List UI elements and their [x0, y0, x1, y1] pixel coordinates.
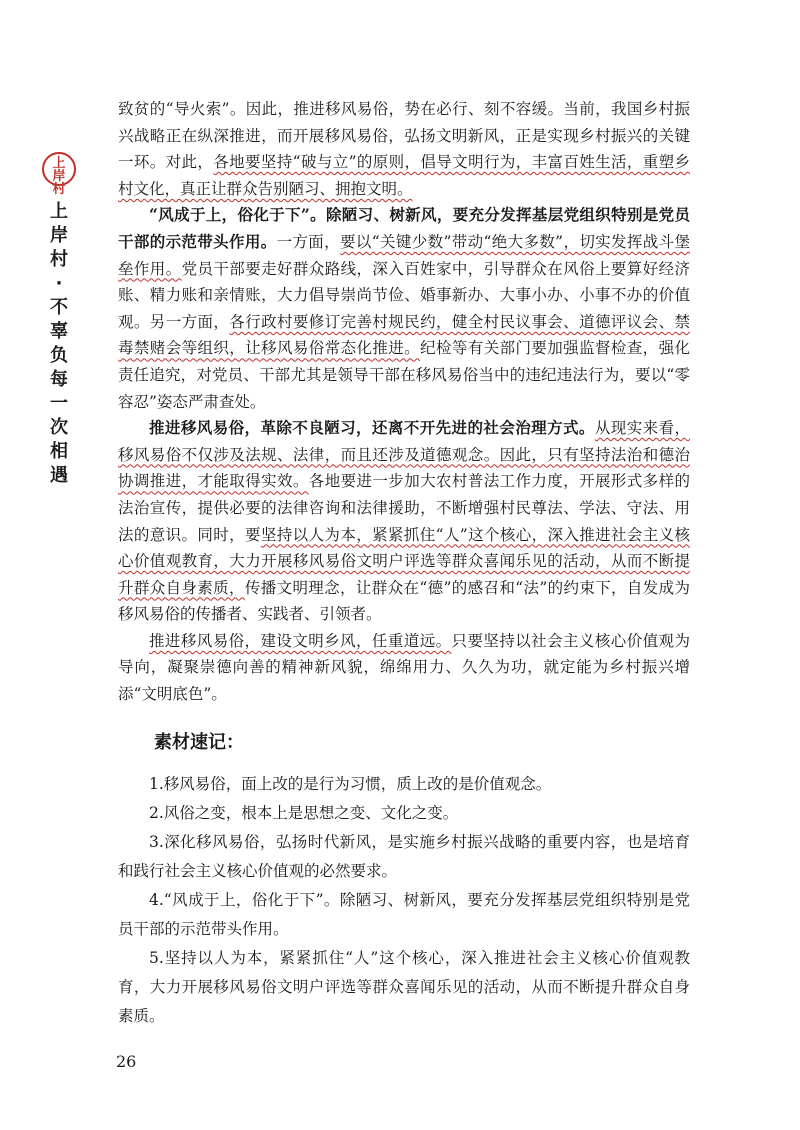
note-item: 4.“风成于上，俗化于下”。除陋习、树新风，要充分发挥基层党组织特别是党员干部的示范带头作用。 — [118, 891, 690, 939]
sidebar — [40, 152, 80, 488]
page-number: 26 — [116, 1052, 137, 1071]
paragraph-segment: 推进移风易俗，建设文明乡风，任重道远。 — [149, 631, 452, 650]
article-body — [118, 96, 690, 1031]
paragraph-segment: 要以“关键少数”带动“绝大多数”，切实发挥战斗堡垒作用。 — [118, 232, 690, 278]
paragraph-segment: 各地要坚持“破与立”的原则，倡导文明行为，丰富百姓生活，重塑乡村文化，真正让群众告别陋习、拥抱文明。 — [118, 153, 690, 198]
paragraph-segment: 纪检等有关部门要加强监督检查，强化责任追究，对党员、干部尤其是领导干部在移风易俗当中的违纪违法行为，要以“零容忍”姿态严肃查处。 — [118, 339, 690, 411]
paragraph-segment: 传播文明理念，让群众在“德”的感召和“法”的约束下，自发成为移风易俗的传播者、实践者、引领者。 — [118, 578, 690, 624]
paragraph — [118, 628, 690, 708]
paragraph-segment: 一方面， — [276, 232, 341, 251]
paragraph-segment: 各行政村要修订完善村规民约，健全村民议事会、道德评议会、禁毒禁赌会等组织，让移风易俗常态化推进。 — [118, 312, 690, 358]
paragraph-segment: 只要坚持以社会主义核心价值观为导向，凝聚崇德向善的精神新风貌，绵绵用力、久久为功，就定能为乡村振兴增添“文明底色”。 — [118, 631, 690, 704]
paragraph-segment: 各地要进一步加大农村普法工作力度，开展形式多样的法治宣传，提供必要的法律咨询和法律援助，不断增强村民尊法、学法、守法、用法的意识。同时，要 — [118, 472, 690, 544]
sidebar-vertical-text: 上岸村·不辜负每一次相遇 — [50, 201, 68, 486]
paragraph-segment: 致贫的“导火索”。因此，推进移风易俗，势在必行、刻不容缓。当前，我国乡村振兴战略正在纵深推进，而开展移风易俗，弘扬文明新风，正是实现乡村振兴的关键一环。对此， — [118, 100, 690, 172]
paragraph — [118, 202, 690, 415]
paragraph-segment: “风成于上，俗化于下”。除陋习、树新风，要充分发挥基层党组织特别是党员干部的示范带头作用。 — [118, 205, 690, 251]
note-item: 3.深化移风易俗，弘扬时代新风，是实施乡村振兴战略的重要内容，也是培育和践行社会主义核心价值观的必然要求。 — [118, 833, 690, 881]
note-item: 5.坚持以人为本，紧紧抓住“人”这个核心，深入推进社会主义核心价值观教育，大力开展移风易俗文明户评选等群众喜闻乐见的活动，从而不断提升群众自身素质。 — [118, 949, 690, 1026]
paragraph-segment: 推进移风易俗，革除不良陋习，还离不开先进的社会治理方式。 — [149, 418, 595, 438]
paragraph — [118, 96, 690, 202]
note-item: 1.移风易俗，面上改的是行为习惯，质上改的是价值观念。 — [149, 775, 552, 794]
paragraph — [118, 415, 690, 628]
paragraph-segment: 从现实来看，移风易俗不仅涉及法规、法律，而且还涉及道德观念。因此，只有坚持法治和德治协调推进，才能取得实效。 — [118, 419, 690, 491]
paragraph-segment: 坚持以人为本，紧紧抓住“人”这个核心，深入推进社会主义核心价值观教育，大力开展移风易俗文明户评选等群众喜闻乐见的活动，从而不断提升群众自身素质， — [118, 525, 690, 597]
paragraph-segment: 党员干部要走好群众路线，深入百姓家中，引导群众在风俗上要算好经济账、精力账和亲情账，大力倡导崇尚节俭、婚事新办、大事小办、小事不办的价值观。另一方面， — [118, 259, 690, 331]
notes-title: 素材速记： — [154, 731, 244, 753]
note-item: 2.风俗之变，根本上是思想之变、文化之变。 — [149, 804, 459, 823]
seal-logo-icon: 上岸村 — [42, 152, 76, 186]
